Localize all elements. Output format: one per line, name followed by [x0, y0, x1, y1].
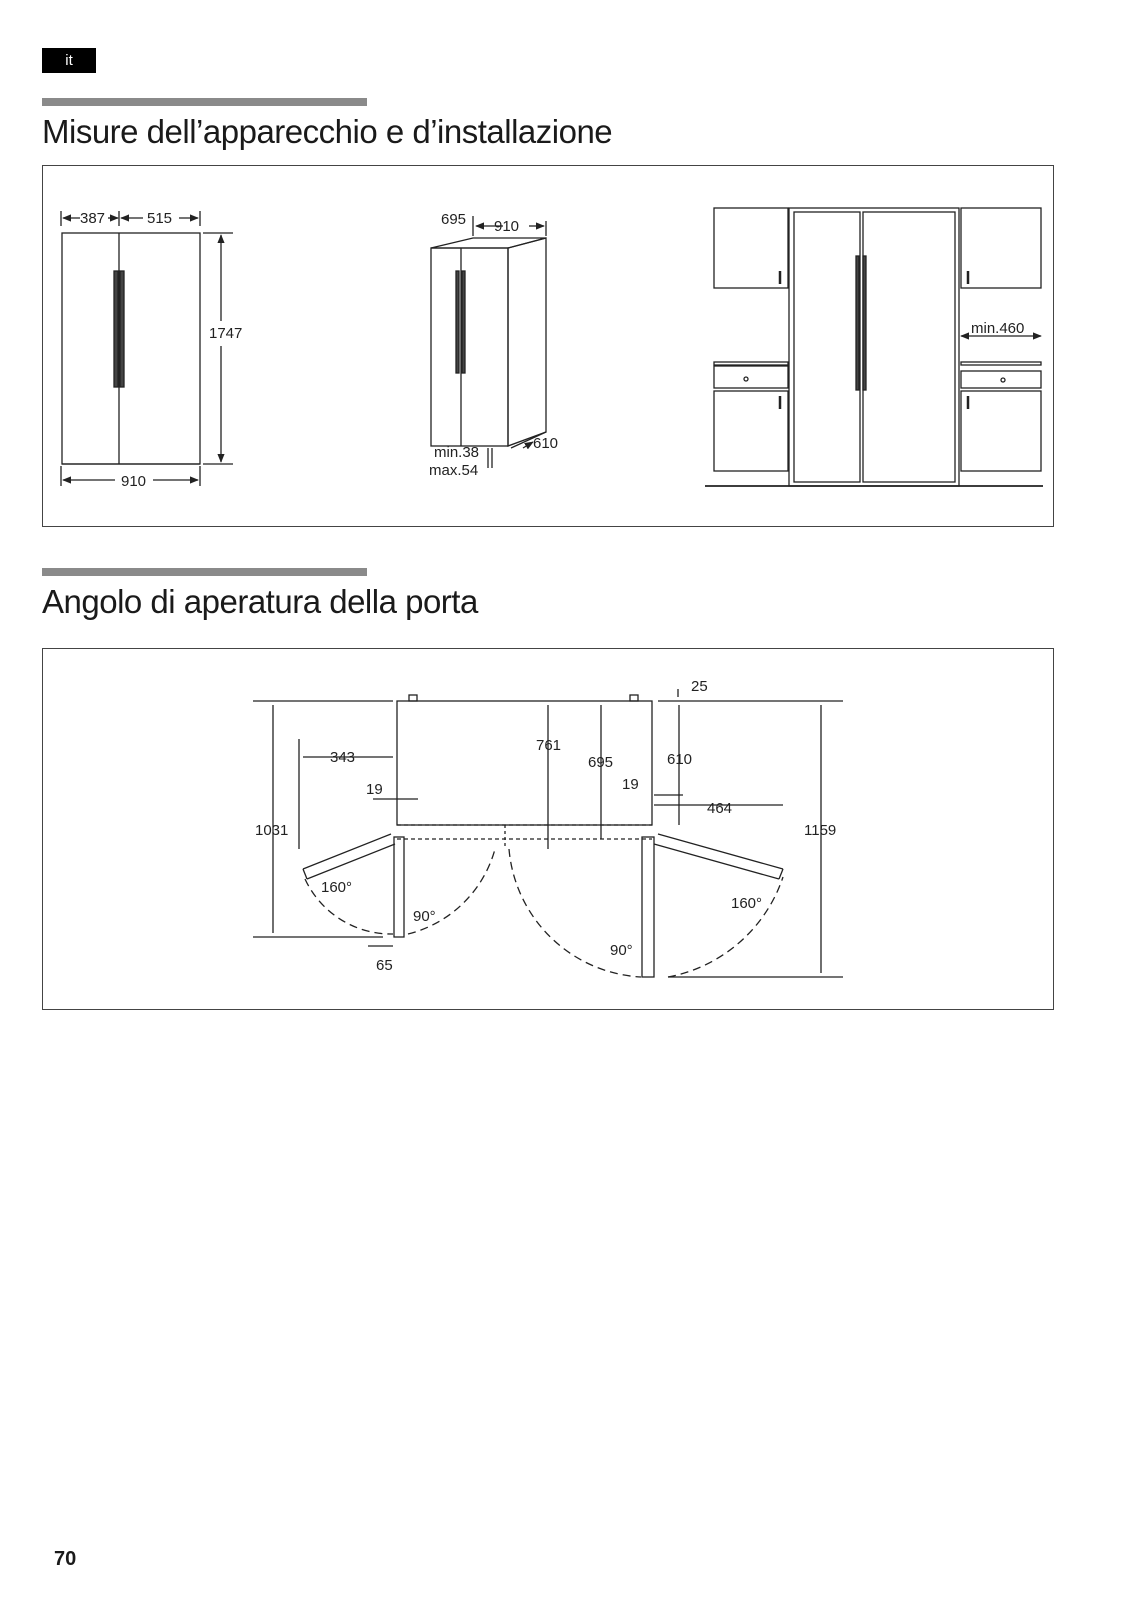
dim-1031: 1031 — [255, 822, 289, 839]
dim-gap-min: min.38 — [434, 444, 480, 461]
niche-view-kitchen — [705, 208, 1043, 486]
front-view-fridge — [61, 211, 233, 486]
dim-25: 25 — [691, 678, 708, 695]
dim-1747: 1747 — [209, 325, 243, 342]
section-rule — [42, 568, 367, 576]
door-angle-drawing — [43, 649, 1055, 1011]
dim-910-front: 910 — [121, 473, 147, 490]
dim-65: 65 — [376, 957, 393, 974]
angle-160-right: 160° — [731, 895, 763, 912]
dim-min-460: min.460 — [971, 320, 1025, 337]
installation-drawing — [43, 166, 1055, 528]
language-tab: it — [42, 48, 96, 73]
dim-761: 761 — [536, 737, 562, 754]
dim-464: 464 — [707, 800, 733, 817]
page-number: 70 — [54, 1548, 77, 1570]
dim-910-persp: 910 — [494, 218, 520, 235]
dim-19-left: 19 — [366, 781, 383, 798]
angle-160-left: 160° — [321, 879, 353, 896]
section-title-door-angle: Angolo di aperatura della porta — [42, 583, 478, 620]
dim-610: 610 — [667, 751, 693, 768]
angle-90-right: 90° — [610, 942, 633, 959]
dim-1159: 1159 — [804, 822, 837, 839]
dim-695-persp: 695 — [441, 211, 467, 228]
perspective-view-fridge — [431, 216, 546, 468]
dim-695: 695 — [588, 754, 614, 771]
dim-387: 387 — [80, 210, 106, 227]
section-rule — [42, 98, 367, 106]
section-title-installation: Misure dell’apparecchio e d’installazione — [42, 113, 613, 150]
dim-gap-max: max.54 — [429, 462, 479, 479]
dim-343: 343 — [330, 749, 356, 766]
installation-figure — [42, 165, 1054, 527]
dim-19-right: 19 — [622, 776, 639, 793]
dim-515: 515 — [147, 210, 173, 227]
dim-610-persp: 610 — [533, 435, 559, 452]
door-angle-figure — [42, 648, 1054, 1010]
angle-90-left: 90° — [413, 908, 436, 925]
